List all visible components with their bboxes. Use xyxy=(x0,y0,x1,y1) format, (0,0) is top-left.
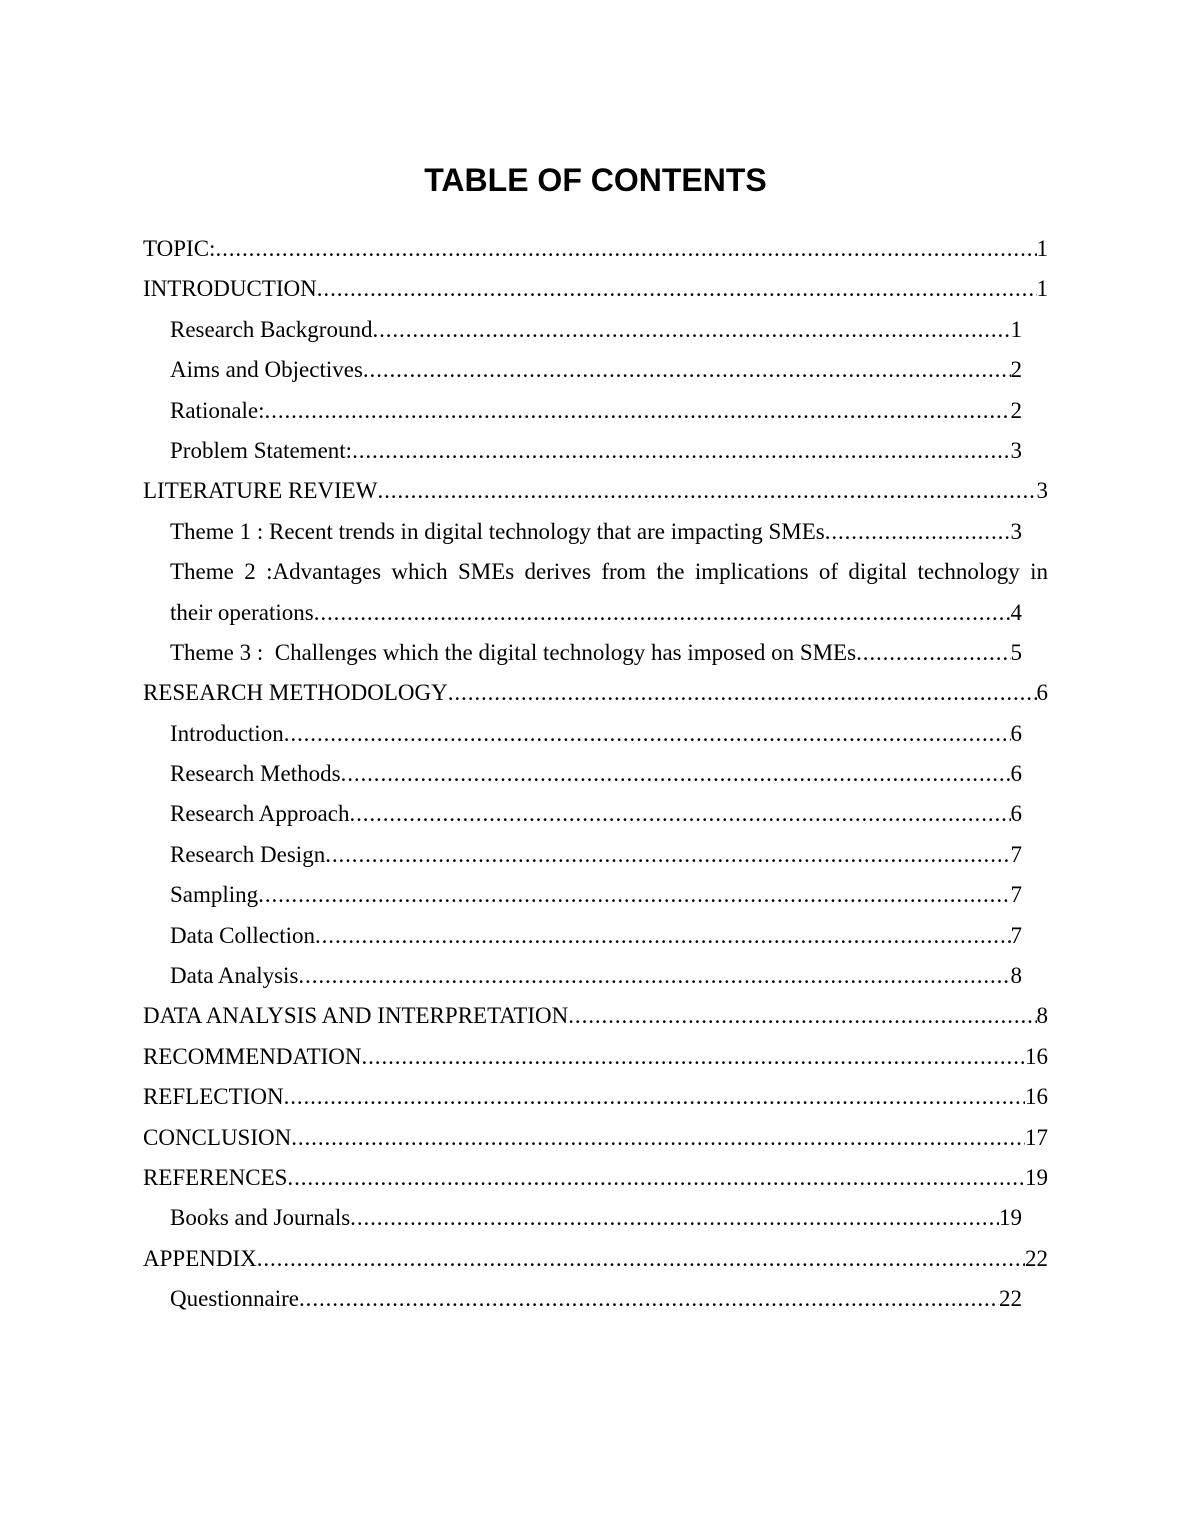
dot-leader xyxy=(317,269,1037,309)
dot-leader xyxy=(265,391,1011,431)
dot-leader xyxy=(349,794,1010,834)
dot-leader xyxy=(350,1198,999,1238)
toc-entry-page-number: 8 xyxy=(1010,963,1022,989)
toc-entry[interactable] xyxy=(143,512,1048,552)
toc-entry[interactable] xyxy=(143,996,1048,1036)
page-title: TABLE OF CONTENTS xyxy=(424,162,767,198)
toc-entry-page-number: 1 xyxy=(1010,316,1022,342)
toc-entry[interactable] xyxy=(143,1118,1048,1158)
dot-leader xyxy=(257,1239,1025,1279)
dot-leader xyxy=(352,431,1010,471)
toc-entry[interactable] xyxy=(143,794,1048,834)
toc-entry-line xyxy=(143,391,1048,431)
dot-leader xyxy=(315,916,1011,956)
toc-entry-page-number: 6 xyxy=(1010,761,1022,787)
toc-entry-label: DATA ANALYSIS AND INTERPRETATION xyxy=(143,1003,569,1029)
toc-entry-page-number: 6 xyxy=(1010,801,1022,827)
toc-entry-label: Sampling xyxy=(170,882,259,908)
toc-entry-line xyxy=(143,350,1048,390)
dot-leader xyxy=(287,1158,1025,1198)
toc-entry-page-number: 19 xyxy=(1025,1165,1048,1190)
toc-entry-page-number: 6 xyxy=(1036,680,1048,706)
toc-entry-page-number: 3 xyxy=(1010,518,1022,544)
toc-entry-label: their operations xyxy=(170,599,314,625)
toc-entry[interactable] xyxy=(143,1077,1048,1117)
toc-entry-label: Aims and Objectives xyxy=(170,357,363,383)
toc-entry-line xyxy=(143,916,1048,956)
dot-leader xyxy=(372,310,1010,350)
toc-entry-page-number: 1 xyxy=(1036,236,1048,261)
toc-entry[interactable] xyxy=(143,350,1048,390)
toc-entry-label: Questionnaire xyxy=(170,1286,300,1312)
toc-entry[interactable] xyxy=(143,471,1048,511)
toc-entry-line xyxy=(143,229,1048,269)
toc-entry[interactable] xyxy=(143,1239,1048,1279)
dot-leader xyxy=(341,754,1011,794)
toc-entry-line xyxy=(143,1239,1048,1279)
toc-entry-line xyxy=(143,956,1048,996)
dot-leader xyxy=(568,996,1036,1036)
toc-entry[interactable] xyxy=(143,754,1048,794)
dot-leader xyxy=(363,350,1011,390)
toc-entry-label: TOPIC: xyxy=(143,236,216,261)
dot-leader xyxy=(258,875,1010,915)
toc-entry-page-number: 22 xyxy=(999,1286,1022,1312)
toc-entry-line xyxy=(143,1037,1048,1077)
toc-entry-label: APPENDIX xyxy=(143,1245,257,1271)
dot-leader xyxy=(825,512,1011,552)
toc-entry[interactable] xyxy=(143,673,1048,713)
toc-entry-label: Research Design xyxy=(170,841,326,867)
toc-entry-line xyxy=(143,996,1048,1036)
toc-entry-label: Research Approach xyxy=(170,801,350,827)
toc-entry-line xyxy=(143,269,1048,309)
toc-entry-page-number: 8 xyxy=(1036,1003,1048,1029)
toc-entry-label: CONCLUSION xyxy=(143,1124,292,1150)
dot-leader xyxy=(299,1279,999,1319)
toc-entry-label: Theme 3 : Challenges which the digital technology has imposed on SMEs xyxy=(170,639,857,665)
dot-leader xyxy=(291,1118,1025,1158)
toc-entry[interactable] xyxy=(143,269,1048,309)
toc-entry-page-number: 2 xyxy=(1010,397,1022,423)
toc-entry-label: Theme 1 : Recent trends in digital technology that are impacting SMEs xyxy=(170,518,825,544)
toc-entry-page-number: 19 xyxy=(999,1205,1022,1231)
toc-entry-label: Research Background xyxy=(170,316,373,342)
toc-entry-label: RESEARCH METHODOLOGY xyxy=(143,680,448,706)
toc-entry-line xyxy=(143,593,1048,633)
toc-entry[interactable] xyxy=(143,714,1048,754)
toc-entry-line xyxy=(143,431,1048,471)
toc-entry-line xyxy=(143,310,1048,350)
toc-entry[interactable] xyxy=(143,835,1048,875)
toc-entry[interactable] xyxy=(143,552,1048,633)
toc-entry-page-number: 17 xyxy=(1025,1124,1048,1150)
dot-leader xyxy=(215,229,1036,269)
toc-entry-page-number: 16 xyxy=(1025,1043,1048,1069)
toc-entry-page-number: 1 xyxy=(1036,276,1048,302)
toc-entry[interactable] xyxy=(143,1198,1048,1238)
toc-entry-line xyxy=(143,1279,1048,1319)
toc-entry[interactable] xyxy=(143,391,1048,431)
toc-entry-page-number: 2 xyxy=(1010,357,1022,383)
toc-entry-label: Introduction xyxy=(170,720,284,746)
toc-entry[interactable] xyxy=(143,1279,1048,1319)
toc-entry[interactable] xyxy=(143,229,1048,269)
toc-entry-label: Research Methods xyxy=(170,761,341,787)
toc-entry-label: INTRODUCTION xyxy=(143,276,317,302)
dot-leader xyxy=(377,471,1036,511)
dot-leader xyxy=(298,956,1010,996)
toc-entry-line xyxy=(143,754,1048,794)
toc-entry[interactable] xyxy=(143,875,1048,915)
toc-entry[interactable] xyxy=(143,956,1048,996)
toc-entry-page-number: 3 xyxy=(1036,478,1048,504)
toc-entry-line xyxy=(143,512,1048,552)
toc-entry-line xyxy=(143,673,1048,713)
toc-entry-page-number: 16 xyxy=(1025,1084,1048,1110)
toc-entry-label: Books and Journals xyxy=(170,1205,351,1231)
toc-entry-label: Data Collection xyxy=(170,922,315,948)
toc-entry-page-number: 6 xyxy=(1010,720,1022,746)
toc-entry-line xyxy=(143,633,1048,673)
toc-entry-line xyxy=(143,471,1048,511)
toc-entry-page-number: 7 xyxy=(1010,922,1022,948)
toc-entry-label: REFERENCES xyxy=(143,1165,288,1190)
toc-entry[interactable] xyxy=(143,916,1048,956)
toc-entry-line xyxy=(143,794,1048,834)
toc-entry[interactable] xyxy=(143,1037,1048,1077)
toc-entry-line xyxy=(143,1198,1048,1238)
toc-entry-line xyxy=(143,1158,1048,1198)
toc-list xyxy=(143,229,1048,1320)
toc-entry-line xyxy=(143,714,1048,754)
toc-entry[interactable] xyxy=(143,310,1048,350)
toc-entry-page-number: 4 xyxy=(1010,599,1022,625)
toc-entry-line xyxy=(143,1118,1048,1158)
toc-entry-page-number: 22 xyxy=(1025,1245,1048,1271)
toc-entry-page-number: 3 xyxy=(1010,437,1022,463)
toc-entry-line xyxy=(143,1077,1048,1117)
toc-entry-label: REFLECTION xyxy=(143,1084,284,1110)
toc-entry-label: Problem Statement: xyxy=(170,437,353,463)
toc-entry-wrapped-line: Theme 2 :Advantages which SMEs derives from the implications of digital technology in xyxy=(170,559,1048,585)
toc-entry[interactable] xyxy=(143,633,1048,673)
dot-leader xyxy=(362,1037,1026,1077)
toc-entry-line xyxy=(143,875,1048,915)
dot-leader xyxy=(448,673,1037,713)
toc-entry-label: Rationale: xyxy=(170,397,265,423)
toc-entry-page-number: 7 xyxy=(1010,882,1022,908)
toc-entry[interactable] xyxy=(143,431,1048,471)
toc-entry[interactable] xyxy=(143,1158,1048,1198)
toc-entry-page-number: 5 xyxy=(1010,639,1022,665)
dot-leader xyxy=(284,714,1011,754)
toc-entry-label: Data Analysis xyxy=(170,963,299,989)
dot-leader xyxy=(284,1077,1025,1117)
toc-entry-label: RECOMMENDATION xyxy=(143,1043,362,1069)
dot-leader xyxy=(325,835,1010,875)
toc-entry-line xyxy=(143,835,1048,875)
dot-leader xyxy=(314,593,1011,633)
dot-leader xyxy=(856,633,1010,673)
toc-entry-label: LITERATURE REVIEW xyxy=(143,478,378,504)
toc-entry-page-number: 7 xyxy=(1010,841,1022,867)
